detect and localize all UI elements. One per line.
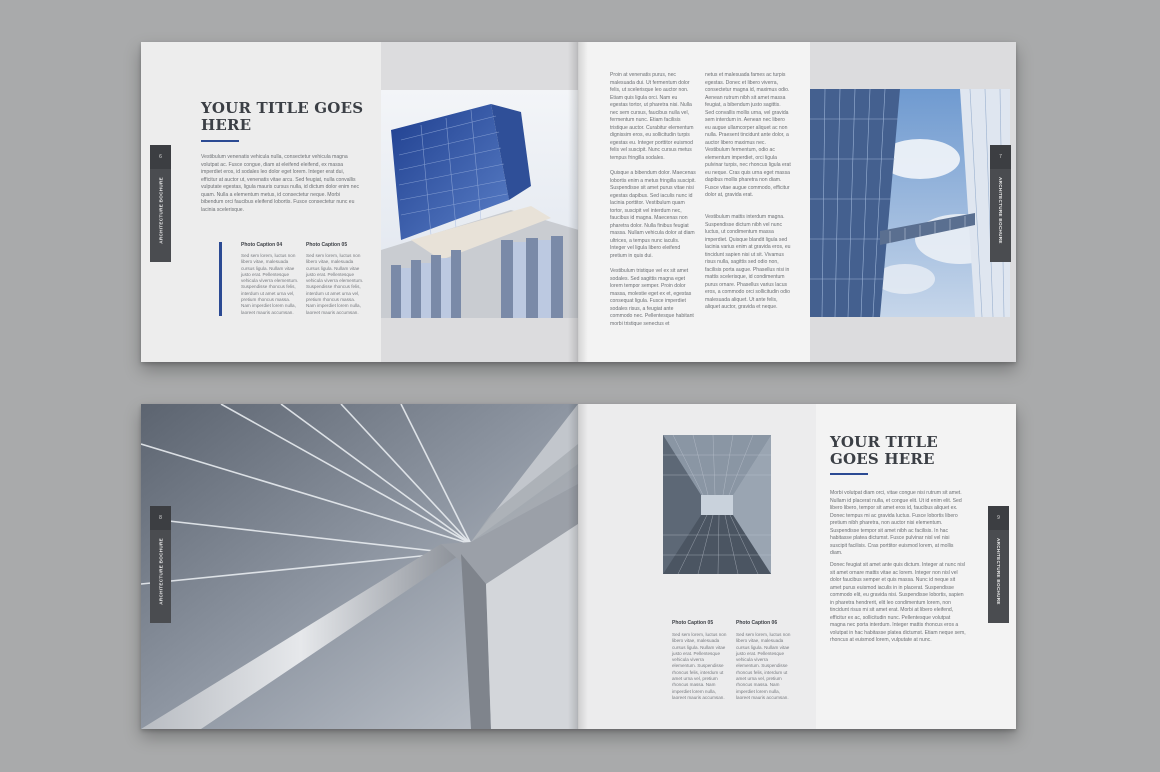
title-line-2: HERE [201, 116, 252, 134]
title-accent-rule [201, 140, 239, 142]
brochure-spread-bottom [141, 404, 1016, 729]
title-accent-rule [830, 473, 868, 475]
photo-cable-bridge [141, 404, 578, 729]
side-tab-right [990, 145, 1011, 262]
page-title [830, 434, 938, 468]
section-label: ARCHITECTURE BOCHURE [998, 177, 1003, 244]
glass-tower-illustration [381, 90, 578, 318]
page-number: 7 [990, 145, 1011, 169]
section-label: ARCHITECTURE BOCHURE [996, 538, 1001, 605]
section-label: ARCHITECTURE BOCHURE [158, 538, 163, 605]
side-tab-right [988, 506, 1009, 623]
caption-title-05: Photo Caption 05 [306, 242, 348, 248]
page-8 [141, 404, 578, 729]
body-paragraph-1: Morbi volutpat diam orci, vitae congue nisi rutrum sit amet. Nullam id placerat nulla, et congue elit. Ut id enim elit. Sed libero libero, tempor sit amet eros id, faucibus aliquet ex. Donec tempus mi ac gravida luctus. Fusce lobortis libero pretium nibh pharetra, non auctor nisi elementum. Suspendisse tempor sit amet nibh ac facilisis. In hac habitasse platea dictumst. Fusce pulvinar nisl vel nisi suscipit facilisis. Cras porttitor euismod lorem, at mollis diam. [830, 490, 962, 556]
caption-title-06: Photo Caption 06 [736, 620, 778, 626]
col1-paragraph-3: Vestibulum tristique vel ex sit amet sodales. Sed sagittis magna eget lorem tempor semper. Proin dolor massa, molestie eget ex et, egestas consequat ligula. Fusce imperdiet sodales risus, a feugiat ante commodo nec. Pellentesque habitant morbi tristique senectus et [610, 268, 694, 327]
title-line-2: GOES HERE [830, 450, 935, 468]
page-9 [578, 404, 1016, 729]
side-tab-left [150, 145, 171, 262]
page-title [201, 100, 363, 134]
page-number: 6 [150, 145, 171, 169]
page-7 [578, 42, 1016, 362]
caption-title-05: Photo Caption 05 [672, 620, 714, 626]
body-paragraph-2: Donec feugiat sit amet ante quis dictum. Integer at nunc nisl sit amet ornare mattis vitae ac lorem. Integer non nisl vel dolor faucibus semper et quis massa. Nunc id neque sit amet purus euismod iaculis in in placerat. Suspendisse commodo elit, eu gravida nisi. Suspendisse lobortis, sapien in pharetra hendrerit, elit leo condimentum lorem, non tincidunt risus mi sit amet erat. Morbi at libero eleifend, efficitur ex ac, sollicitudin nunc. Pellentesque volutpat magna nec porta interdum. Integer mattis rhoncus eros a volutpat in hac habitasse platea dictumst. Etiam neque sem, rhoncus at euismod lorem, vulputate at nunc. [830, 562, 966, 643]
photo-glass-tower [381, 90, 578, 318]
col2-paragraph-2: Vestibulum mattis interdum magna. Suspendisse dictum nibh vel nunc luctus, ut condimentum massa imperdiet. Quisque blandit ligula sed lacinia varius enim at gravida eros, eu tincidunt sapien nisi ut sit. Vivamus risus nulla, sagittis sed odio non, facilisis porta augue. Phasellus nisi in mattis scelerisque, id condimentum purus ornare. Phasellus varius lacus eros, a commodo orci sollicitudin odio malesuada aliquet. Ut ante felis, aliquet auctor, gravida et neque. [705, 214, 791, 310]
page-number: 9 [988, 506, 1009, 530]
title-line-1: YOUR TITLE [830, 433, 938, 451]
caption-text-06: Sed sem lorem, luctus non libero vitae, malesuada cursus ligula. Nullam vitae justo erat. Pellentesque vehicula viverra elementum. Suspendisse rhoncus felis, interdum ut amet urna vel, pretium rhoncus massa. Nam imperdiet lorem nulla, laoreet mauris accumsan. [736, 632, 791, 700]
intro-paragraph: Vestibulum venenatis vehicula nulla, consectetur vehicula magna volutpat ac. Fusce congue, diam at eleifend eleifend, ex massa imperdiet eros, id sodales leo dolor eget lorem. Integer erat dui, efficitur at auctor ut, venenatis vitae arcu. Sed feugiat, nulla convallis vulputate egestas, ligula mauris cursus nulla, id dictum dolor enim nec quam. Nulla a elementum metus, id consectetur neque. Morbi bibendum orci faucibus eleifend lobortis. Fusce consectetur nunc eu lacinia scelerisque. [201, 154, 359, 213]
brochure-spread-top [141, 42, 1016, 362]
caption-text-04: Sed sem lorem, luctus non libero vitae, malesuada cursus ligula. Nullam vitae justo erat. Pellentesque vehicula viverra elementum. Suspendisse rhoncus felis, interdum ut amet urna vel, pretium rhoncus massa. Nam imperdiet lorem nulla, laoreet mauris accumsan. [241, 253, 299, 315]
cable-bridge-illustration [141, 404, 578, 729]
caption-text-05: Sed sem lorem, luctus non libero vitae, malesuada cursus ligula. Nullam vitae justo erat. Pellentesque vehicula viverra elementum. Suspendisse rhoncus felis, interdum ut amet urna vel, pretium rhoncus massa. Nam imperdiet lorem nulla, laoreet mauris accumsan. [306, 253, 364, 315]
skybridge-illustration [810, 89, 1010, 317]
page-6 [141, 42, 578, 362]
atrium-illustration [663, 435, 771, 574]
caption-text-05: Sed sem lorem, luctus non libero vitae, malesuada cursus ligula. Nullam vitae justo erat. Pellentesque vehicula viverra elementum. Suspendisse rhoncus felis, interdum ut amet urna vel, pretium rhoncus massa. Nam imperdiet lorem nulla, laoreet mauris accumsan. [672, 632, 727, 700]
caption-title-04: Photo Caption 04 [241, 242, 283, 248]
col2-paragraph-1: netus et malesuada fames ac turpis egestas. Donec et libero viverra, consectetur magna id, maximus odio. Aenean rutrum nibh sit amet massa feugiat, a bibendum justo sagittis. Sed convallis mollis urna, vel gravida sem interdum in. Aenean nec libero eu augue ullamcorper aliquet ac non nulla. Praesent tincidunt ante dolor, a auctor libero maximus nec. Vestibulum fermentum, odio ac elementum imperdiet, orci ligula pulvinar turpis, nec rhoncus ligula erat eu neque. Cras quis urna eget massa dapibus mollis pharetra non diam. Fusce vitae augue commodo, efficitur dolor at, gravida erat. [705, 72, 791, 198]
page-number: 8 [150, 506, 171, 530]
col1-paragraph-1: Proin at venenatis purus, nec malesuada dui. Ut fermentum dolor felis, ut scelerisque leo auctor non. Etiam quis ligula orci. Nam eu egestas tortor, ut pharetra nisi. Nulla nec sem cursus, faucibus nulla vel, fermentum nunc. Etiam facilisis tristique auctor. Curabitur elementum dignissim eros, eu sollicitudin turpis egestas eu. Integer porttitor euismod felis vel suscipit. Nunc cursus metus tempus fringilla sodales. [610, 72, 694, 161]
side-tab-left [150, 506, 171, 623]
section-label: ARCHITECTURE BOCHURE [158, 177, 163, 244]
photo-skybridge [810, 89, 1010, 317]
col1-paragraph-2: Quisque a bibendum dolor. Maecenas lobortis enim a metus fringilla suscipit. Suspendisse sit amet purus vitae nisi egestas dapibus. Sed iaculis nunc id lacinia porttitor. Vestibulum quam tortor, suscipit vel interdum nec, faucibus id magna. Maecenas non pharetra dolor. Nulla finibus feugiat massa. Nullam vehicula dolor at diam ultrices, a tempus nunc iaculis. Integer vel ligula libero eleifend pretium in quis dui. [610, 170, 696, 259]
caption-accent-bar [219, 242, 222, 316]
photo-atrium [663, 435, 771, 574]
title-line-1: YOUR TITLE GOES [201, 99, 364, 117]
